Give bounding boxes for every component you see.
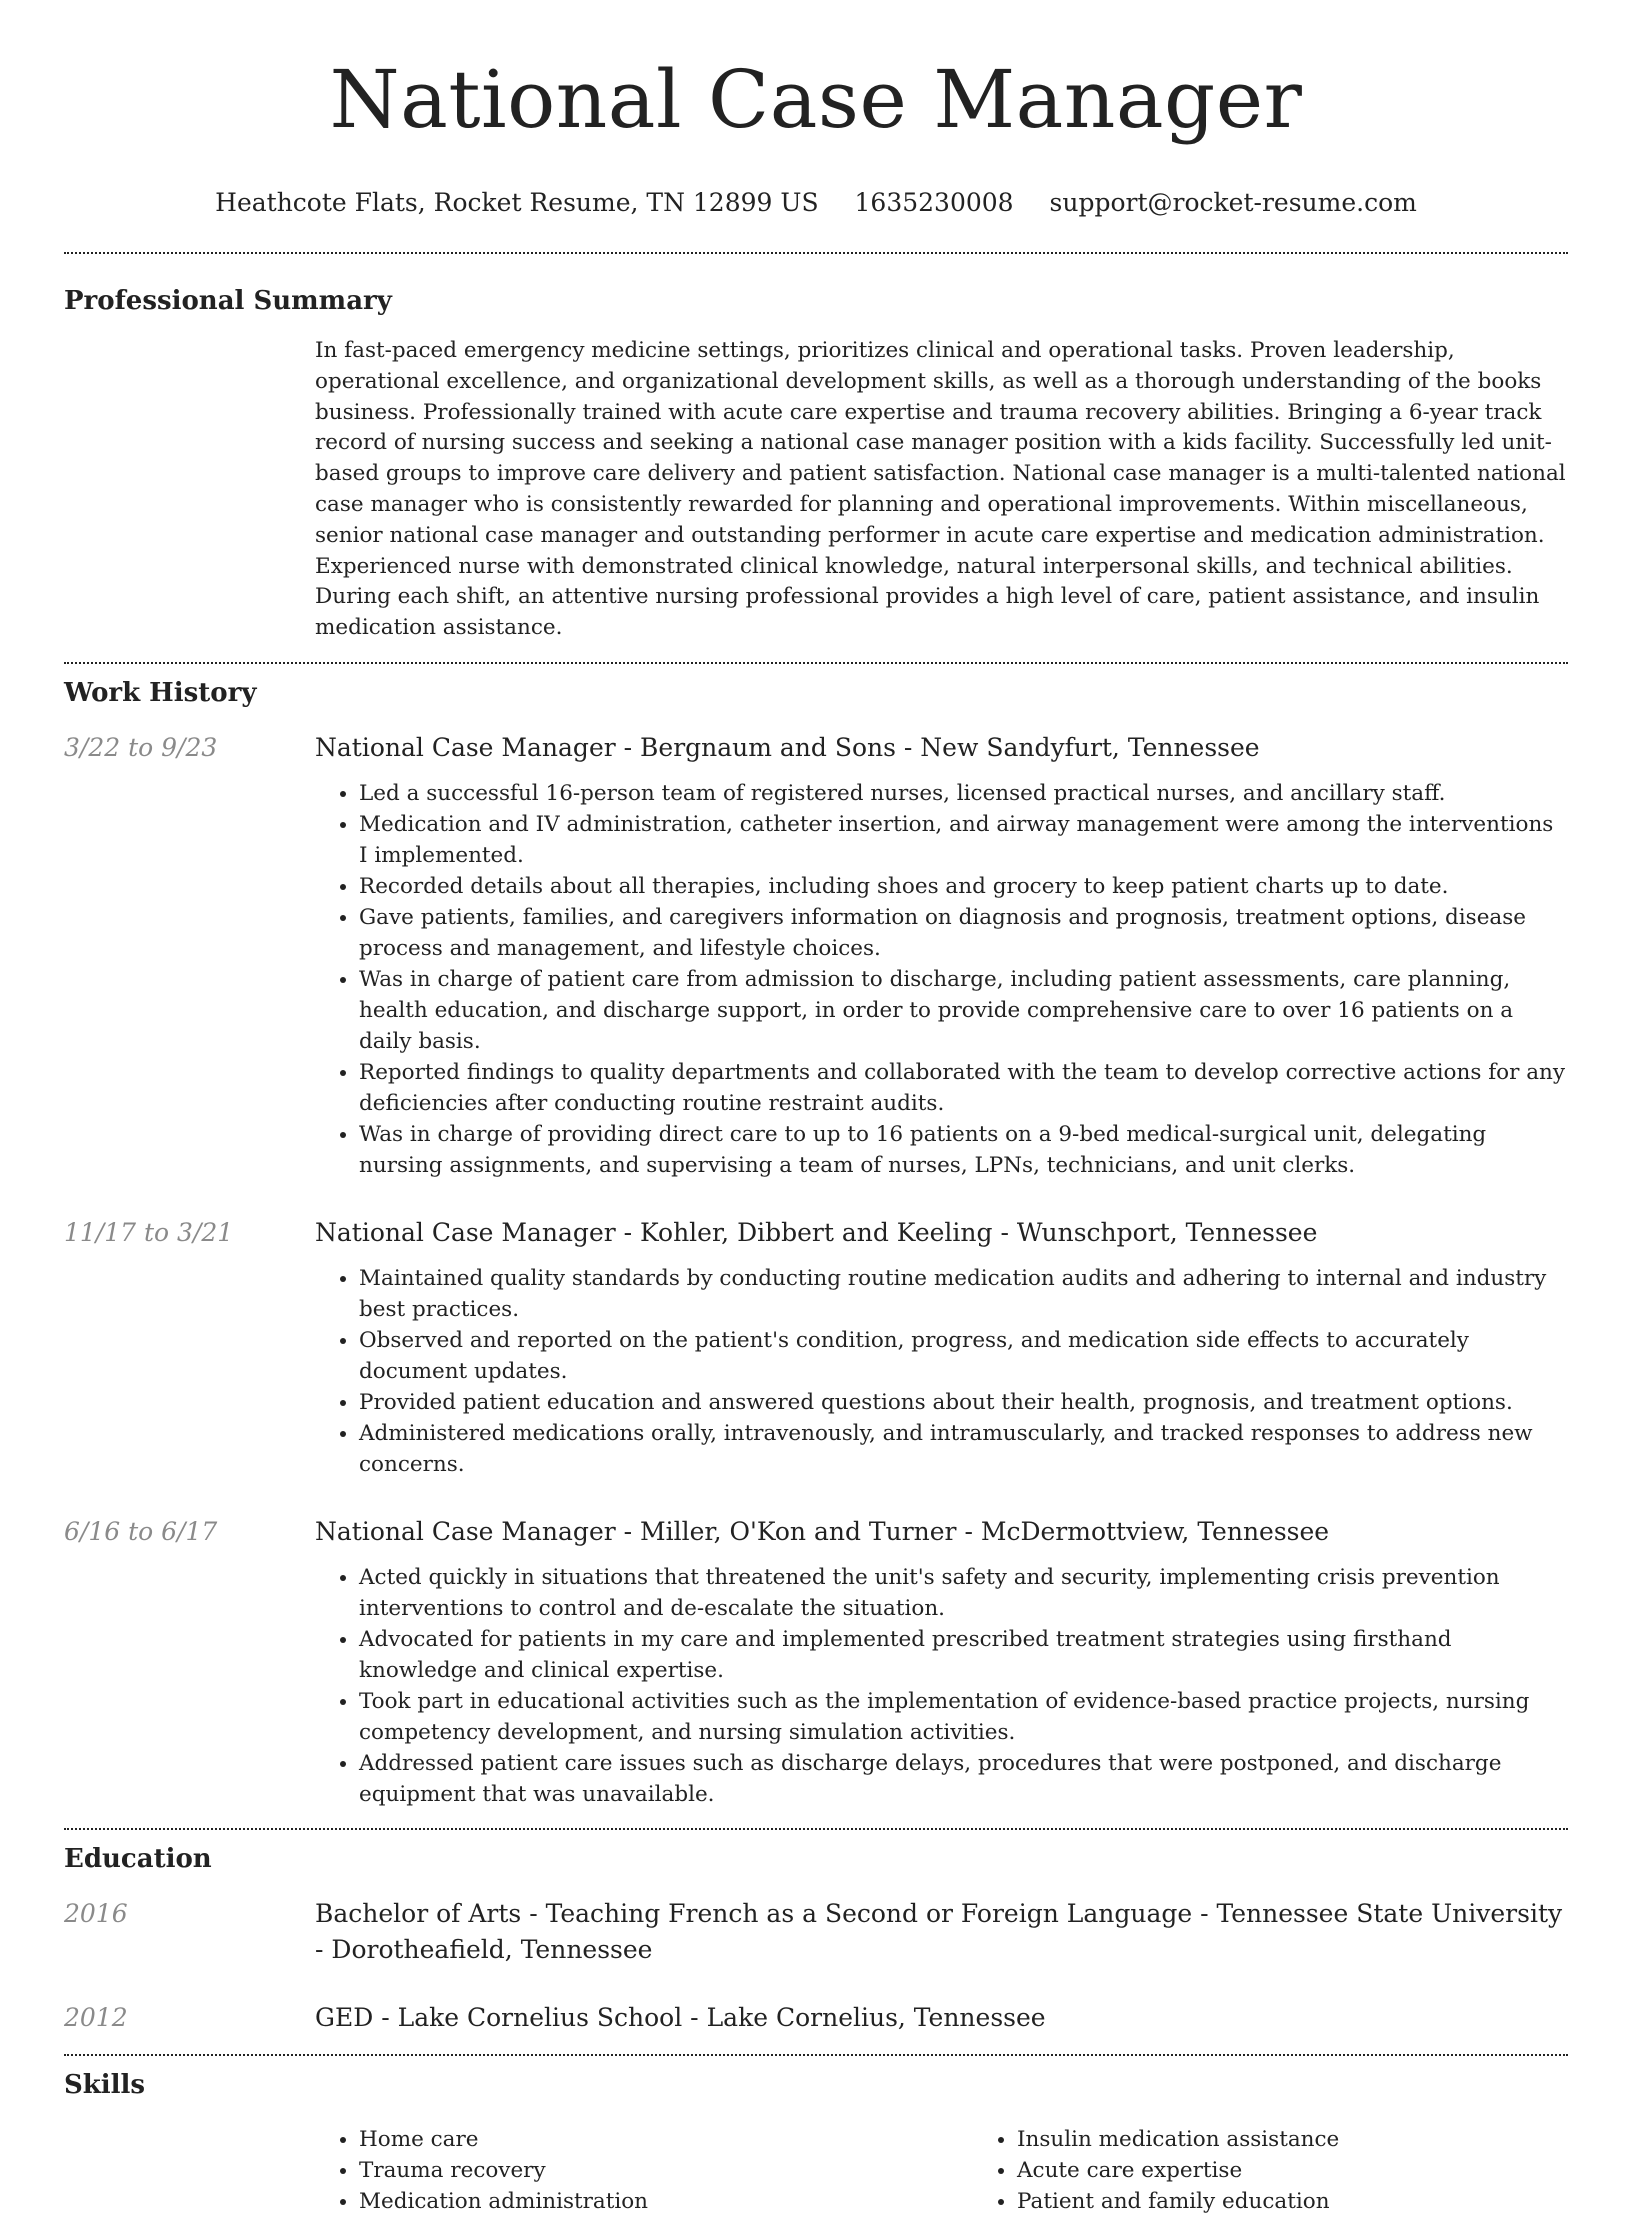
job-bullet: • Was in charge of patient care from admission to discharge, including patient assessments, care planning, health education, and discharge support, in order to provide comprehensive care to over 16 patients on a daily basis. xyxy=(359,964,1568,1057)
skills-heading: Skills xyxy=(64,2069,146,2100)
work-section xyxy=(64,664,1568,1810)
education-entry xyxy=(64,2000,1568,2036)
job-bullet: • Medication and IV administration, catheter insertion, and airway management were among the interventions I implemented. xyxy=(359,809,1568,871)
skills-list-left xyxy=(315,2124,973,2217)
job-bullet: • Observed and reported on the patient's condition, progress, and medication side effects to accurately document updates. xyxy=(359,1325,1568,1387)
skills-list-right xyxy=(973,2124,1631,2217)
skill-item: • Medication administration xyxy=(359,2186,973,2217)
skill-item: • Acute care expertise xyxy=(1017,2155,1631,2186)
work-heading: Work History xyxy=(64,677,257,708)
skill-item: • Insulin medication assistance xyxy=(1017,2124,1631,2155)
job-bullets xyxy=(315,1562,1568,1810)
skill-item: • Patient and family education xyxy=(1017,2186,1631,2217)
contact-phone: 1635230008 xyxy=(854,188,1014,217)
job-bullet: • Provided patient education and answered questions about their health, prognosis, and treatment options. xyxy=(359,1387,1568,1418)
job-bullet: • Advocated for patients in my care and implemented prescribed treatment strategies using firsthand knowledge and clinical expertise. xyxy=(359,1624,1568,1686)
education-entry xyxy=(64,1896,1568,1968)
education-section xyxy=(64,1830,1568,2036)
job-entry xyxy=(64,1514,1568,1810)
summary-section xyxy=(64,254,1568,644)
job-bullets xyxy=(315,1263,1568,1480)
job-bullet: • Administered medications orally, intravenously, and intramuscularly, and tracked responses to address new concerns. xyxy=(359,1418,1568,1480)
job-bullet: • Led a successful 16-person team of registered nurses, licensed practical nurses, and ancillary staff. xyxy=(359,778,1568,809)
job-bullet: • Acted quickly in situations that threatened the unit's safety and security, implementing crisis prevention interventions to control and de-escalate the situation. xyxy=(359,1562,1568,1624)
contact-email: support@rocket-resume.com xyxy=(1049,188,1417,217)
job-bullet: • Gave patients, families, and caregivers information on diagnosis and prognosis, treatment options, disease process and management, and lifestyle choices. xyxy=(359,902,1568,964)
summary-text: In fast-paced emergency medicine settings, prioritizes clinical and operational tasks. Proven leadership, operational excellence, and organizational development skills, as well as a thorough understanding of the books business. Professionally trained with acute care expertise and trauma recovery abilities. Bringing a 6-year track record of nursing success and seeking a national case manager position with a kids facility. Successfully led unit-based groups to improve care delivery and patient satisfaction. National case manager is a multi-talented national case manager who is consistently rewarded for planning and operational improvements. Within miscellaneous, senior national case manager and outstanding performer in acute care expertise and medication administration. Experienced nurse with demonstrated clinical knowledge, natural interpersonal skills, and technical abilities. During each shift, an attentive nursing professional provides a high level of care, patient assistance, and insulin medication assistance. xyxy=(315,338,1566,641)
job-heading: National Case Manager - Miller, O'Kon and Turner - McDermottview, Tennessee xyxy=(315,1516,1330,1546)
skill-item: • Home care xyxy=(359,2124,973,2155)
job-bullet: • Maintained quality standards by conducting routine medication audits and adhering to internal and industry best practices. xyxy=(359,1263,1568,1325)
summary-heading: Professional Summary xyxy=(64,286,392,316)
skills-section xyxy=(64,2056,1568,2217)
education-year: 2012 xyxy=(64,2002,128,2032)
contact-address: Heathcote Flats, Rocket Resume, TN 12899 US xyxy=(215,188,819,217)
job-bullet: • Recorded details about all therapies, including shoes and grocery to keep patient charts up to date. xyxy=(359,871,1568,902)
job-bullet: • Took part in educational activities such as the implementation of evidence-based practice projects, nursing competency development, and nursing simulation activities. xyxy=(359,1686,1568,1748)
job-bullet: • Reported findings to quality departments and collaborated with the team to develop corrective actions for any deficiencies after conducting routine restraint audits. xyxy=(359,1057,1568,1119)
job-heading: National Case Manager - Kohler, Dibbert and Keeling - Wunschport, Tennessee xyxy=(315,1217,1318,1247)
job-entry xyxy=(64,730,1568,1181)
job-bullet: • Was in charge of providing direct care to up to 16 patients on a 9-bed medical-surgical unit, delegating nursing assignments, and supervising a team of nurses, LPNs, technicians, and unit clerks. xyxy=(359,1119,1568,1181)
resume-name: National Case Manager xyxy=(329,53,1303,146)
job-bullet: • Addressed patient care issues such as discharge delays, procedures that were postponed, and discharge equipment that was unavailable. xyxy=(359,1748,1568,1810)
education-year: 2016 xyxy=(64,1898,128,1928)
education-heading-text: GED - Lake Cornelius School - Lake Cornelius, Tennessee xyxy=(315,2002,1046,2032)
contact-line xyxy=(64,188,1568,218)
job-dates: 3/22 to 9/23 xyxy=(64,732,218,762)
job-dates: 6/16 to 6/17 xyxy=(64,1516,218,1546)
skill-item: • Trauma recovery xyxy=(359,2155,973,2186)
job-bullets xyxy=(315,778,1568,1181)
job-dates: 11/17 to 3/21 xyxy=(64,1217,234,1247)
job-entry xyxy=(64,1215,1568,1480)
job-heading: National Case Manager - Bergnaum and Sons - New Sandyfurt, Tennessee xyxy=(315,732,1260,762)
education-heading-text: Bachelor of Arts - Teaching French as a Second or Foreign Language - Tennessee State University - Dorotheafield, Tennessee xyxy=(315,1898,1563,1964)
education-heading: Education xyxy=(64,1843,212,1874)
